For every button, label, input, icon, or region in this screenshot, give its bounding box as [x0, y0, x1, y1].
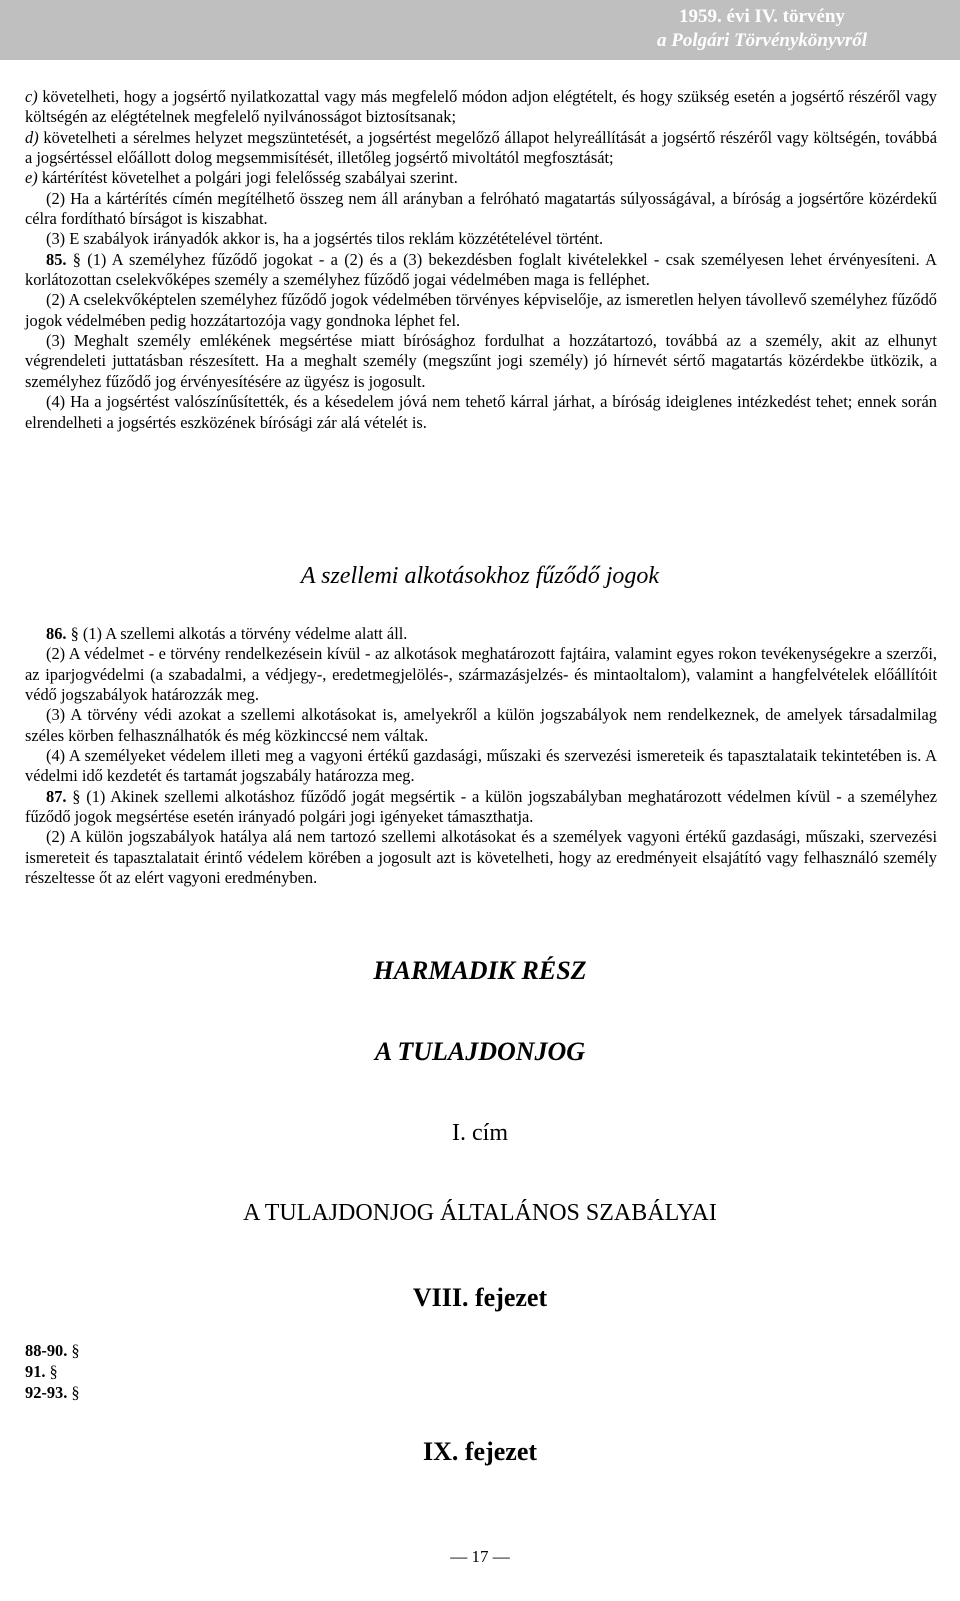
- section-number: 87.: [46, 786, 67, 806]
- list-item: [25, 1340, 80, 1361]
- item-label: c): [25, 87, 38, 106]
- repealed-sections-list: [25, 1340, 80, 1403]
- page-header: [0, 0, 960, 60]
- paragraph-text: követelheti, hogy a jogsértő nyilatkozattal vagy más megfelelő módon adjon elégtételt, és hogy szükség esetén a jogsértő részéről vagy költségén az elégtételnek megfelelő nyilvánosságot biztosítsanak;: [25, 87, 937, 127]
- section-symbol: §: [71, 1341, 80, 1360]
- paragraph-text: § (1) A szellemi alkotás a törvény védelme alatt áll.: [66, 624, 408, 643]
- paragraph: (3) A törvény védi azokat a szellemi alkotásokat is, amelyekről a külön jogszabályok nem rendelkeznek, de amelyek társadalmilag széles körben felhasználhatók és még közkinccsé nem váltak.: [25, 705, 937, 745]
- paragraph-text: kártérítést követelhet a polgári jogi felelősség szabályai szerint.: [37, 168, 458, 188]
- paragraph: (4) A személyeket védelem illeti meg a vagyoni értékű gazdasági, műszaki és szervezési ismereteik és tapasztalataik tekintetében is. A védelmi idő kezdetét és tartamát jogszabály határozza meg.: [25, 746, 937, 786]
- section-number: 85.: [46, 249, 67, 269]
- section-87: [25, 787, 937, 828]
- paragraph: [25, 128, 937, 169]
- paragraph: [25, 168, 937, 188]
- section-number: 86.: [46, 624, 67, 643]
- chapter-8-heading: VIII. fejezet: [412, 1283, 548, 1312]
- header-law-title: 1959. évi IV. törvény: [679, 6, 845, 27]
- paragraph: (2) A cselekvőképtelen személyhez fűződő jogok védelmében törvényes képviselője, az ismeretlen helyen távollevő személyhez fűződő jogok védelmében pedig hozzátartozója vagy gondnoka léphet fel.: [25, 290, 937, 330]
- section-number: 91.: [25, 1362, 46, 1381]
- paragraph-text: követelheti a sérelmes helyzet megszüntetését, a jogsértést megelőző állapot helyreállítását a jogsértő részéről vagy költségén, továbbá a jogsértéssel előállott dolog megsemmisítését, illetőleg jogsértő mivoltától megfosztását;: [25, 127, 937, 168]
- paragraph-text: § (1) A személyhez fűződő jogokat - a (2) és a (3) bekezdésben foglalt kivételekkel - csak személyesen lehet érvényesíteni. A korlátozottan cselekvőképes személy a személyhez fűződő jogai védelmében maga is felléphet.: [25, 249, 937, 290]
- paragraph: (3) E szabályok irányadók akkor is, ha a jogsértés tilos reklám közzétételével történt.: [46, 229, 604, 249]
- section-symbol: §: [49, 1362, 58, 1381]
- section-number: 92-93.: [25, 1383, 68, 1402]
- paragraph: (2) A védelmet - e törvény rendelkezésein kívül - az alkotások meghatározott fajtáira, valamint egyes rokon tevékenységekre a szerzői, az iparjogvédelmi (a szabadalmi, a védjegy-, eredetmegjelölés-, származásjelzés- és mintaoltalom), valamint a hangfelvételek előállítóit védő jogszabályok határozzák meg.: [25, 644, 937, 705]
- section-86: [25, 624, 937, 644]
- chapter-9-heading: IX. fejezet: [422, 1437, 538, 1466]
- list-item: [25, 1361, 80, 1382]
- paragraph: (2) A külön jogszabályok hatálya alá nem tartozó szellemi alkotásokat és a személyek vagyoni értékű gazdasági, műszaki, szervezési ismereteit és tapasztalatait érintő védelem körében a jogosult azt is követelheti, hogy az eredményeit elsajátító vagy felhasználó személy részeltesse őt az elért vagyoni eredményben.: [25, 827, 937, 888]
- section-heading-intellectual-property: A szellemi alkotásokhoz fűződő jogok: [300, 563, 660, 589]
- paragraph: (4) Ha a jogsértést valószínűsítették, és a késedelem jóvá nem tehető kárral járhat, a bíróság ideiglenes intézkedést tehet; ennek során elrendelheti a jogsértés eszközének bírósági zár alá vételét is.: [25, 392, 937, 432]
- title-heading: I. cím: [452, 1120, 508, 1146]
- section-85: [25, 250, 937, 291]
- intellectual-property-text: [25, 624, 937, 888]
- paragraph-text: § (1) Akinek szellemi alkotáshoz fűződő jogát megsértik - a külön jogszabályban meghatározott védelmen kívül - a személyhez fűződő jogok megsértése esetén irányadó polgári jogi igényeket támaszthatja.: [25, 786, 937, 827]
- personal-rights-text: [25, 87, 937, 433]
- section-number: 88-90.: [25, 1341, 68, 1360]
- header-law-subtitle: a Polgári Törvénykönyvről: [656, 30, 868, 51]
- paragraph: [25, 87, 937, 128]
- property-heading: A TULAJDONJOG: [374, 1037, 586, 1066]
- item-label: d): [25, 127, 39, 147]
- part-heading: HARMADIK RÉSZ: [373, 956, 587, 985]
- list-item: [25, 1382, 80, 1403]
- paragraph: (3) Meghalt személy emlékének megsértése miatt bírósághoz fordulhat a hozzátartozó, továbbá az a személy, akit az elhunyt végrendeleti juttatásban részesített. Ha a meghalt személy (megszűnt jogi személy) jó hírnevét sértő magatartás közérdekbe ütközik, a személyhez fűződő jog érvényesítésére az ügyész is jogosult.: [25, 331, 937, 391]
- section-symbol: §: [71, 1383, 80, 1402]
- page-number: — 17 —: [450, 1547, 510, 1566]
- general-rules-heading: A TULAJDONJOG ÁLTALÁNOS SZABÁLYAI: [243, 1200, 717, 1226]
- item-label: e): [25, 168, 38, 188]
- paragraph: (2) Ha a kártérítés címén megítélhető összeg nem áll arányban a felróható magatartás súlyosságával, a bíróság a jogsértőre közérdekű célra fordítható bírságot is kiszabhat.: [25, 188, 937, 229]
